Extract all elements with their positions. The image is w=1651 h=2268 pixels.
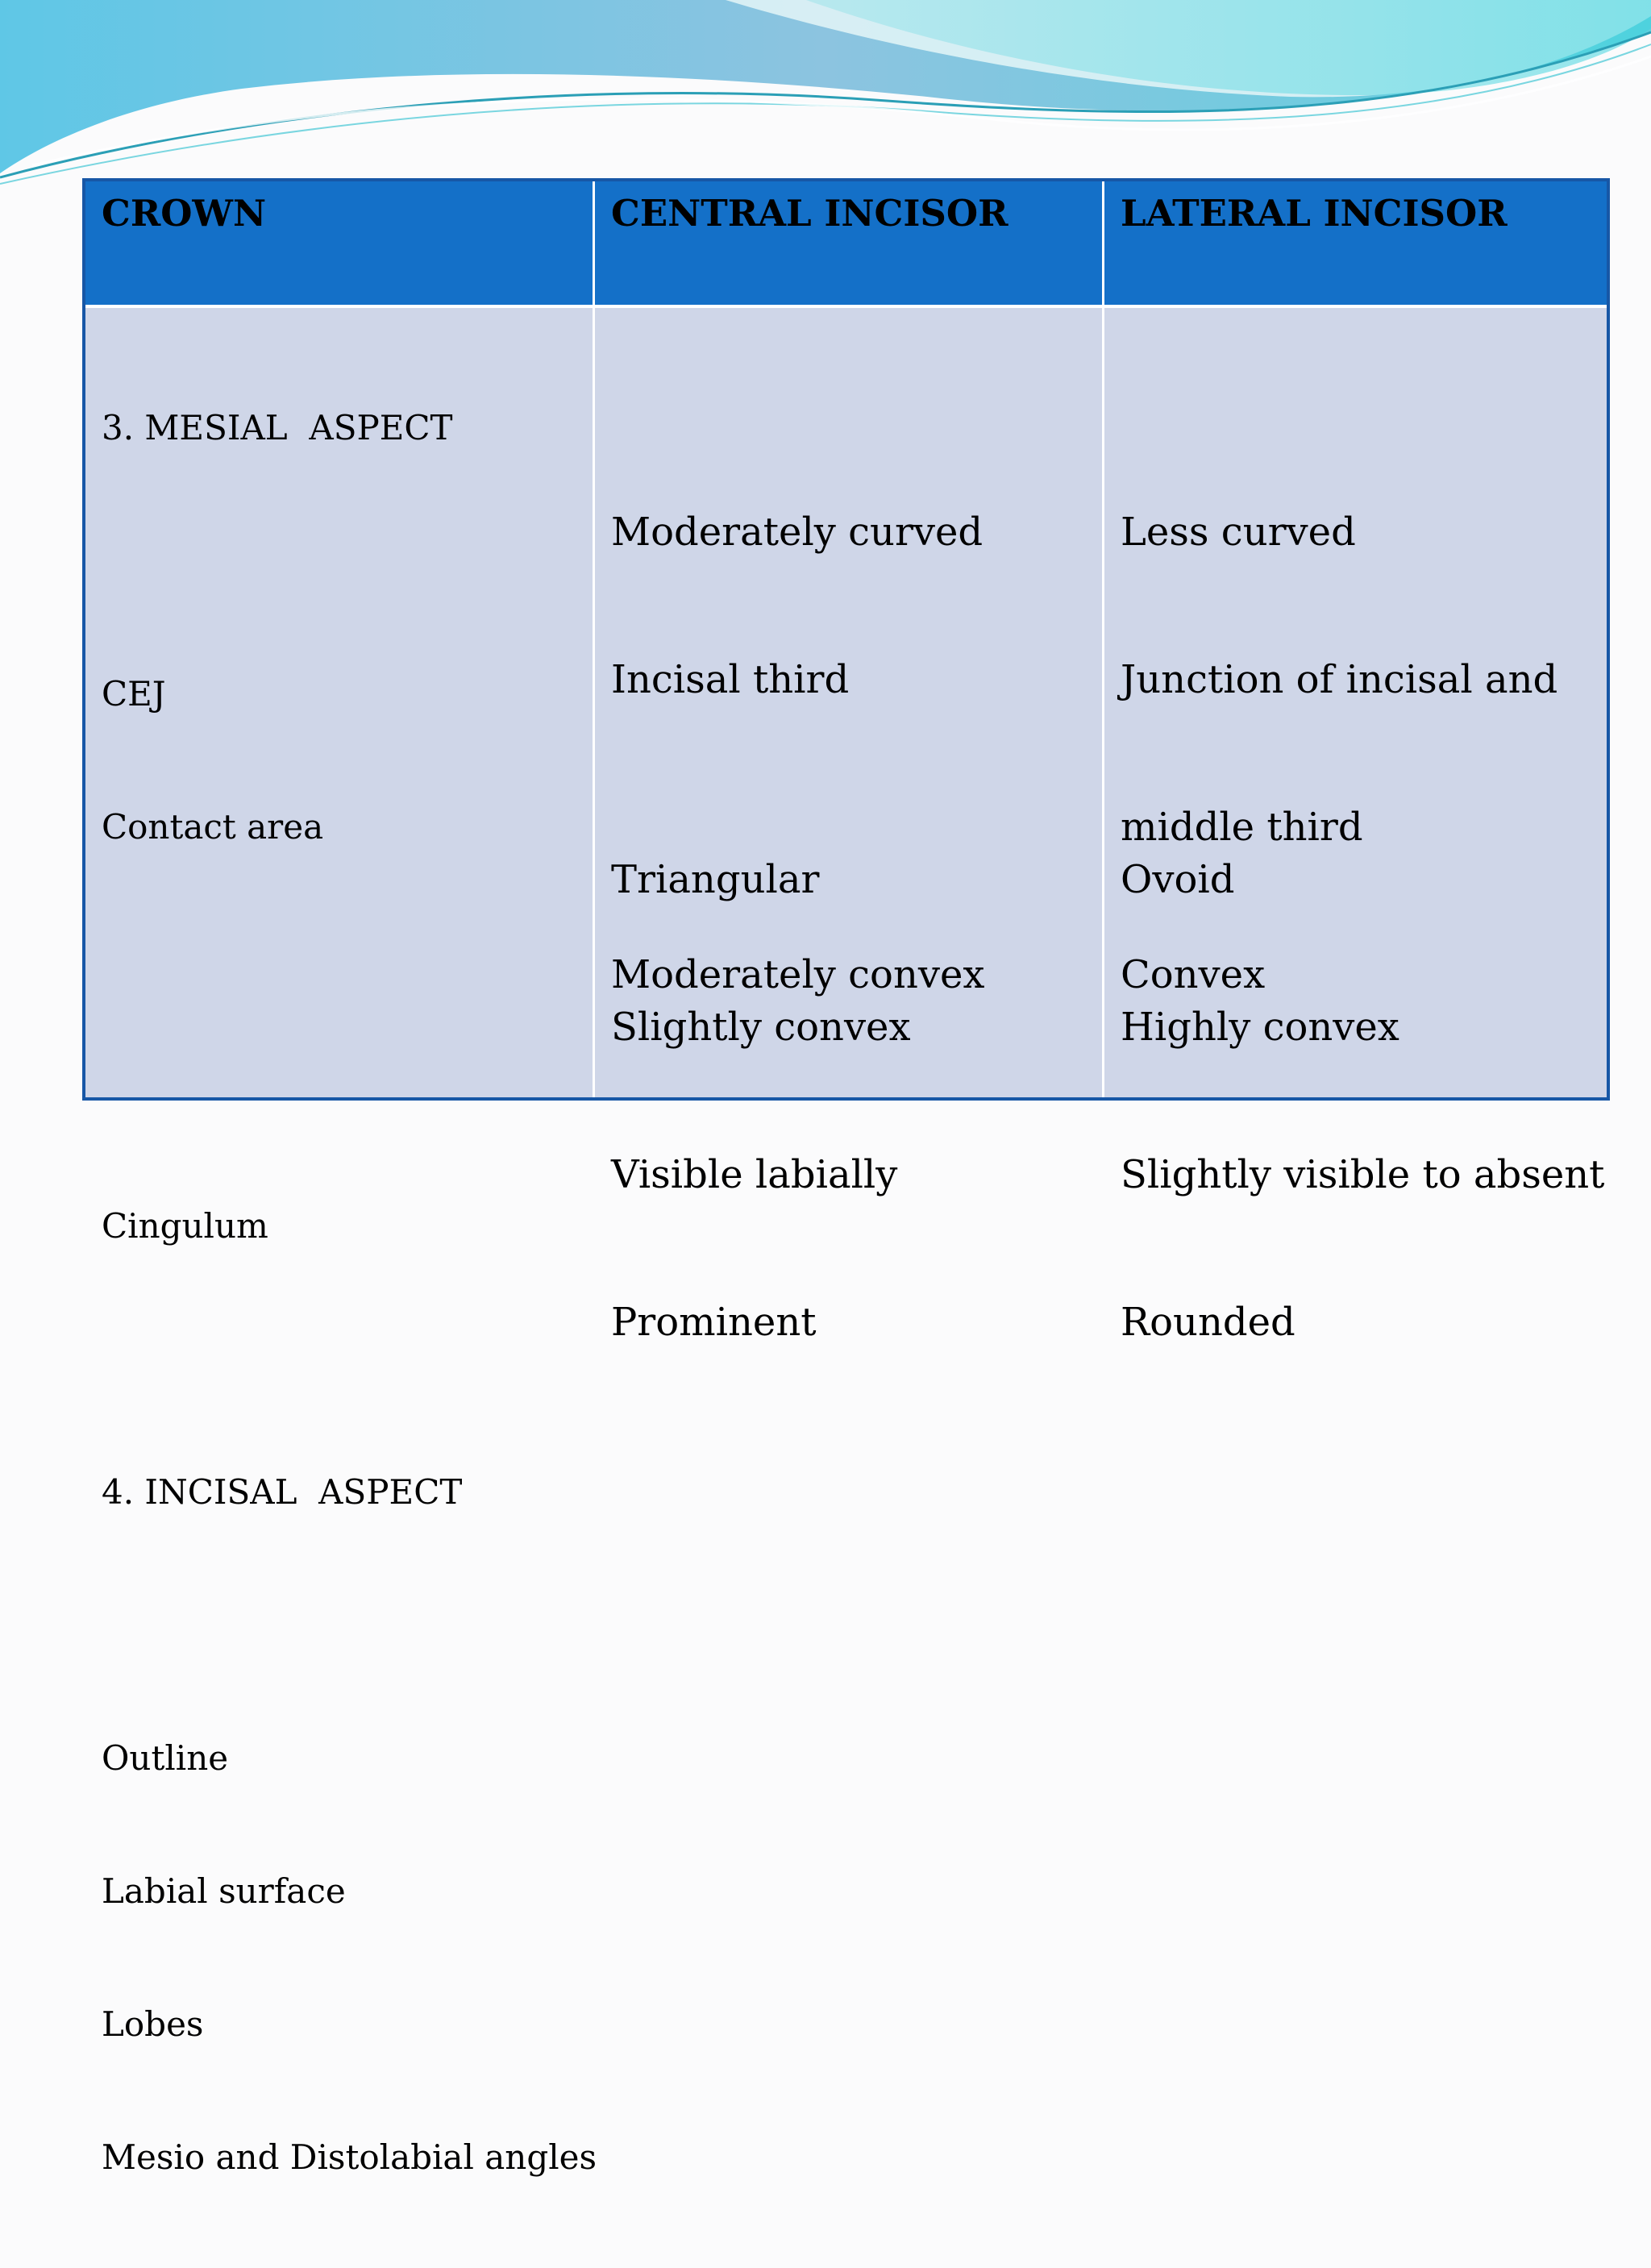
- crown-line: [102, 938, 597, 982]
- crown-line: CEJ: [102, 674, 166, 714]
- crown-line: [102, 1337, 597, 1381]
- lateral-line: Slightly visible to absent: [1121, 1152, 1605, 1197]
- header-crown: CROWN: [102, 192, 267, 235]
- central-line: Moderately convex: [611, 952, 985, 997]
- lateral-incisor-incisal-cell: [1121, 757, 1604, 1446]
- crown-line: [102, 1071, 597, 1115]
- crown-line: Labial surface: [102, 1871, 346, 1911]
- lateral-line: Rounded: [1121, 1300, 1295, 1345]
- decorative-wave-banner: [0, 0, 1651, 194]
- central-line: Slightly convex: [611, 1005, 911, 1050]
- central-line: Triangular: [611, 857, 820, 902]
- header-central-incisor: CENTRAL INCISOR: [611, 192, 1008, 235]
- crown-line: Outline: [102, 1738, 229, 1778]
- lateral-line: Highly convex: [1121, 1005, 1399, 1050]
- central-incisor-incisal-cell: [611, 757, 911, 1446]
- lateral-line: Junction of incisal and: [1121, 657, 1558, 702]
- crown-line: Lobes: [102, 2004, 204, 2044]
- crown-line: 4. INCISAL ASPECT: [102, 1472, 463, 1512]
- comparison-table: [82, 178, 1610, 2177]
- central-line: Visible labially: [611, 1152, 898, 1197]
- crown-line: Cingulum: [102, 1206, 268, 1246]
- column-divider: [1102, 181, 1104, 1097]
- central-line: Prominent: [611, 1300, 817, 1345]
- lateral-line: middle third: [1121, 805, 1363, 850]
- lateral-line: Convex: [1121, 952, 1266, 997]
- lateral-line: Ovoid: [1121, 857, 1235, 902]
- header-lateral-incisor: LATERAL INCISOR: [1121, 192, 1508, 235]
- crown-line: Contact area: [102, 807, 324, 847]
- central-line: Incisal third: [611, 657, 850, 702]
- lateral-line: Less curved: [1121, 510, 1356, 555]
- central-line: Moderately curved: [611, 510, 984, 555]
- crown-line: [102, 1603, 597, 1647]
- crown-line: [102, 539, 597, 583]
- crown-features-cell: [102, 317, 597, 2268]
- crown-line: Mesio and Distolabial angles: [102, 2137, 597, 2177]
- crown-line: 3. MESIAL ASPECT: [102, 408, 453, 447]
